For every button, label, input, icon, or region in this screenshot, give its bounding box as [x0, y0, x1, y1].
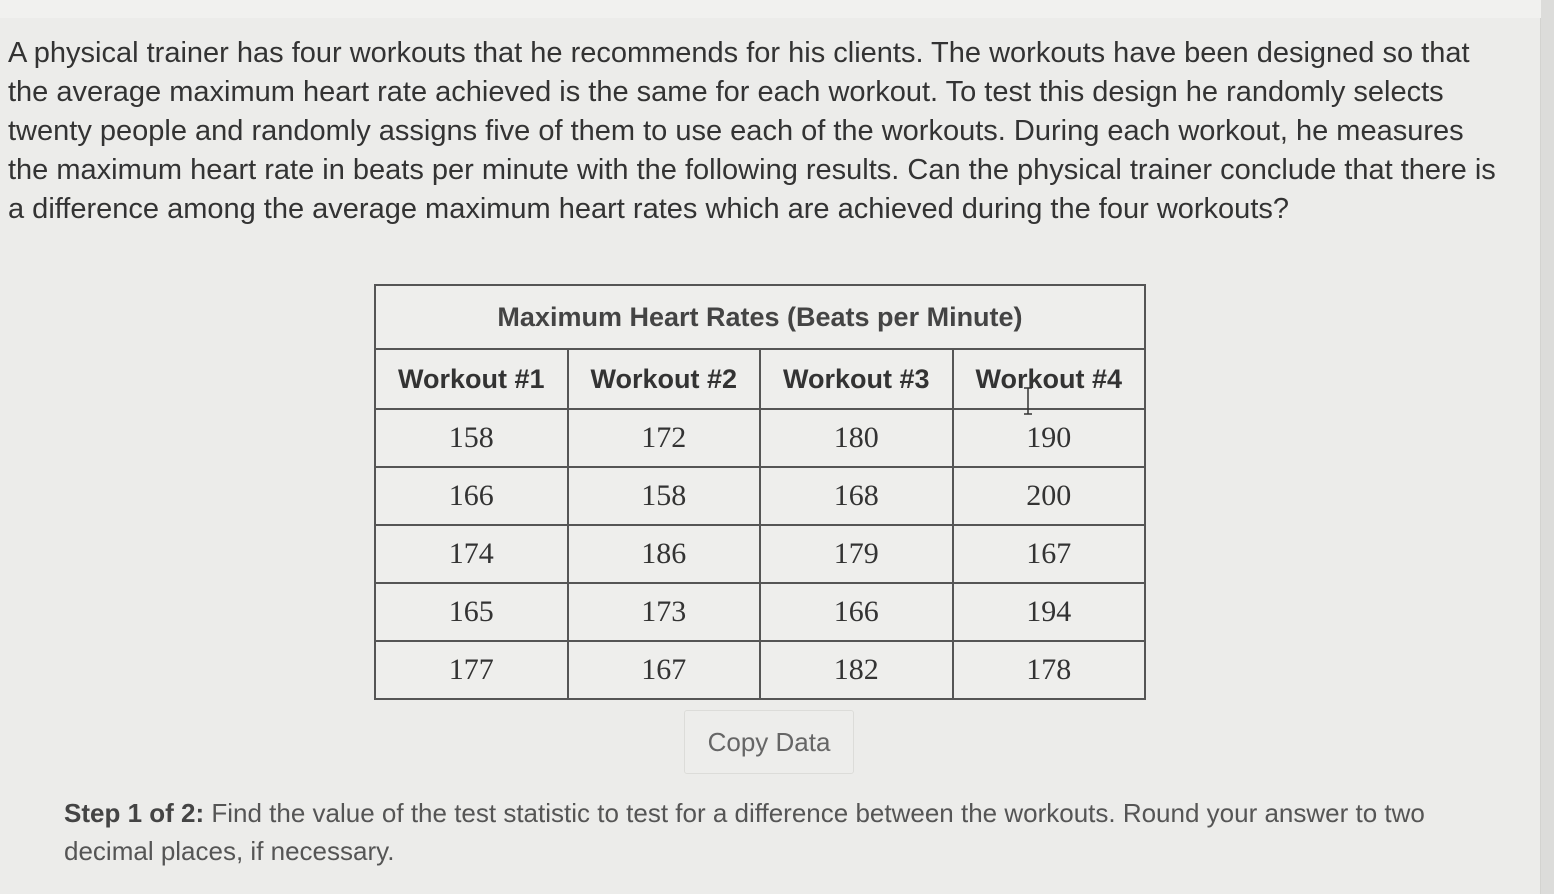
column-header: Workout #1 — [375, 349, 568, 409]
text-cursor-icon — [1022, 386, 1034, 416]
table-cell: 186 — [568, 525, 761, 583]
heart-rate-table-container — [374, 284, 1148, 700]
step-label: Step 1 of 2: — [64, 798, 205, 828]
table-title-row — [375, 285, 1145, 349]
table-title: Maximum Heart Rates (Beats per Minute) — [375, 285, 1145, 349]
table-cell: 177 — [375, 641, 568, 699]
table-cell: 173 — [568, 583, 761, 641]
table-cell: 172 — [568, 409, 761, 467]
top-strip — [0, 0, 1554, 18]
table-cell: 200 — [953, 467, 1146, 525]
table-cell: 190 — [953, 409, 1146, 467]
table-row — [375, 641, 1145, 699]
table-row — [375, 409, 1145, 467]
heart-rate-table — [374, 284, 1146, 700]
page-scrollbar[interactable] — [1541, 0, 1554, 894]
column-header: Workout #3 — [760, 349, 953, 409]
table-cell: 165 — [375, 583, 568, 641]
step-instruction — [64, 794, 1464, 870]
table-cell: 158 — [375, 409, 568, 467]
table-cell: 167 — [953, 525, 1146, 583]
table-row — [375, 583, 1145, 641]
copy-data-button[interactable]: Copy Data — [684, 710, 854, 774]
step-text: Find the value of the test statistic to test for a difference between the workouts. Round your answer to two decimal places, if necessary. — [64, 798, 1425, 866]
table-cell: 168 — [760, 467, 953, 525]
table-cell: 179 — [760, 525, 953, 583]
table-cell: 174 — [375, 525, 568, 583]
table-row — [375, 467, 1145, 525]
table-cell: 182 — [760, 641, 953, 699]
question-page — [0, 18, 1541, 894]
table-cell: 166 — [375, 467, 568, 525]
table-cell: 178 — [953, 641, 1146, 699]
table-row — [375, 525, 1145, 583]
column-header: Workout #4 — [953, 349, 1146, 409]
table-cell: 180 — [760, 409, 953, 467]
table-cell: 167 — [568, 641, 761, 699]
table-cell: 166 — [760, 583, 953, 641]
table-cell: 194 — [953, 583, 1146, 641]
question-text: A physical trainer has four workouts that he recommends for his clients. The workouts have been designed so that the average maximum heart rate achieved is the same for each workout. To test this design he randomly selects twenty people and randomly assigns five of them to use each of the workouts. During each workout, he measures the maximum heart rate in beats per minute with the following results. Can the physical trainer conclude that there is a difference among the average maximum heart rates which are achieved during the four workouts? — [8, 37, 1496, 225]
table-cell: 158 — [568, 467, 761, 525]
column-header: Workout #2 — [568, 349, 761, 409]
